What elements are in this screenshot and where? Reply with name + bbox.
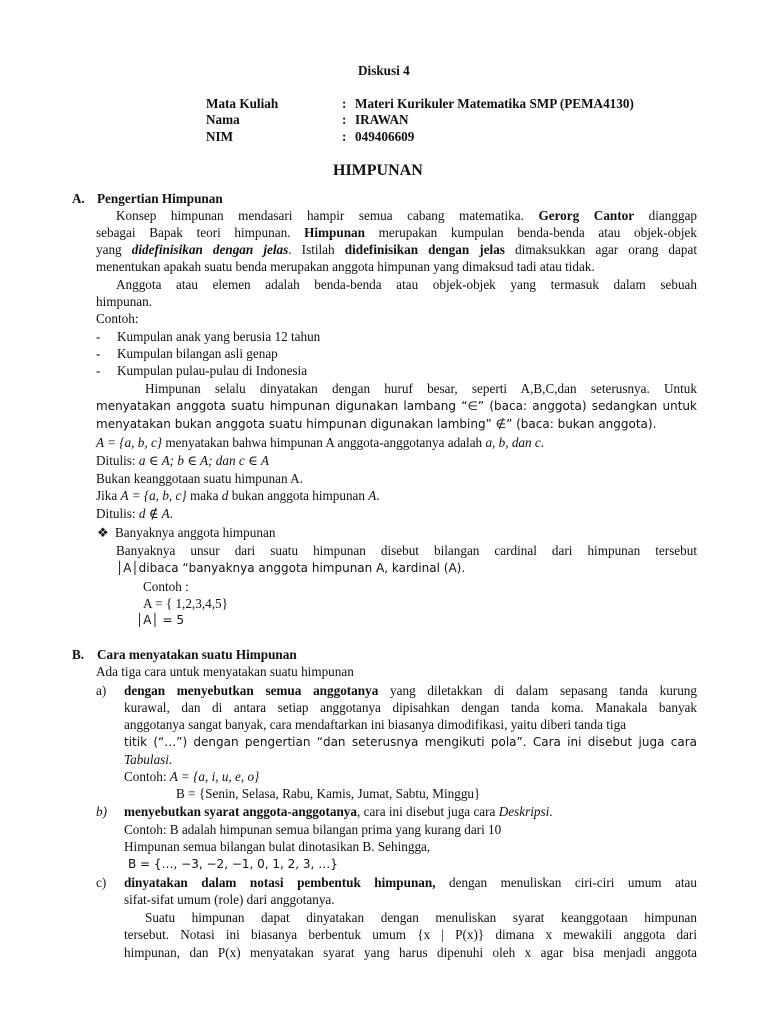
text-run-italic: d ∉ A	[138, 506, 170, 521]
list-item: Kumpulan bilangan asli genap	[117, 346, 278, 361]
paragraph-line	[124, 803, 553, 820]
item-marker: a)	[96, 683, 107, 698]
paragraph-line: Tabulasi.	[124, 752, 173, 767]
text-run: dimaksukkan agar orang dapat	[515, 242, 697, 257]
cardinal-example: │A│ = 5	[136, 613, 184, 627]
text-run: . Cara ini disebut juga cara	[522, 735, 698, 749]
paragraph-line: menyatakan anggota suatu himpunan digunakan lambang “∈” (baca: anggota) sedangkan untuk	[96, 399, 697, 413]
item-marker: b)	[96, 804, 107, 819]
paragraph-line	[116, 560, 465, 577]
text-run-italic: A	[368, 488, 377, 503]
header-title: Diskusi 4	[358, 63, 410, 78]
paragraph-line: Himpunan semua bilangan bulat dinotasikan B. Sehingga,	[124, 839, 431, 854]
text-run-italic: A = {a, b, c}	[120, 488, 187, 503]
paragraph-line: anggotanya sangat banyak, cara mendaftarkan ini biasanya dimodifikasi, yaitu diberi tanda tiga	[124, 717, 627, 732]
text-run: maka	[186, 488, 222, 503]
text-run: dibaca “banyaknya anggota himpunan A, kardinal (A).	[138, 561, 466, 575]
contoh-label: Contoh :	[143, 579, 189, 594]
text-run: menyatakan bahwa himpunan A anggota-anggotanya adalah	[162, 435, 486, 450]
paragraph-line: Contoh: B adalah himpunan semua bilangan prima yang kurang dari 10	[124, 822, 502, 837]
paragraph-line: B = {Senin, Selasa, Rabu, Kamis, Jumat, Sabtu, Minggu}	[176, 786, 481, 801]
text-run-italic: d	[221, 488, 229, 503]
text-run: titik (“…”) dengan pengertian “dan seterusnya mengikuti pola”	[124, 735, 523, 749]
text-run-bold-italic: didefinisikan dengan jelas	[131, 242, 289, 257]
paragraph-line: Bukan keanggotaan suatu himpunan A.	[96, 471, 303, 486]
list-dash: -	[96, 363, 101, 378]
paragraph-line: Banyaknya unsur dari suatu himpunan disebut bilangan cardinal dari himpunan tersebut	[116, 543, 697, 558]
text-run-italic: A = {a, b, c}	[96, 435, 163, 450]
text-run: bukan anggota himpunan	[228, 488, 369, 503]
list-item: Kumpulan pulau-pulau di Indonesia	[117, 363, 308, 378]
integer-set: B = {…, −3, −2, −1, 0, 1, 2, 3, …}	[128, 857, 338, 871]
header-value-nim: 049406609	[355, 129, 415, 144]
text-run: .	[169, 506, 173, 521]
header-label-nim: NIM	[206, 129, 234, 144]
text-run-bold: menyebutkan syarat anggota-anggotanya	[124, 804, 357, 819]
text-run: . Istilah	[288, 242, 335, 257]
list-dash: -	[96, 346, 101, 361]
text-run-bold: Himpunan	[304, 225, 365, 240]
contoh-label: Contoh:	[96, 311, 139, 326]
text-run-bold: dengan menyebutkan semua anggotanya	[124, 683, 379, 698]
cardinal-notation: │A│	[116, 561, 139, 575]
text-run: , cara ini disebut juga cara	[357, 804, 499, 819]
section-a-heading: Pengertian Himpunan	[97, 191, 223, 206]
text-run: Konsep himpunan mendasari hampir semua cabang matematika.	[116, 208, 524, 223]
paragraph-line	[124, 874, 697, 891]
text-run: Ditulis:	[96, 506, 139, 521]
paragraph-line	[96, 434, 544, 451]
text-run: Ditulis:	[96, 453, 139, 468]
text-run-bold: dinyatakan dalam notasi pembentuk himpunan,	[124, 875, 436, 890]
header-label-mata-kuliah: Mata Kuliah	[206, 96, 279, 111]
paragraph-line: Himpunan selalu dinyatakan dengan huruf besar, seperti A,B,C,dan seterusnya. Untuk	[145, 381, 697, 396]
list-item: Kumpulan anak yang berusia 12 tahun	[117, 329, 321, 344]
paragraph-line	[96, 452, 269, 469]
text-run-bold: didefinisikan dengan jelas	[344, 242, 505, 257]
document-title: HIMPUNAN	[333, 162, 423, 179]
paragraph-line: Suatu himpunan dapat dinyatakan dengan menuliskan syarat keanggotaan himpunan	[145, 910, 697, 925]
text-run: .	[376, 488, 380, 503]
paragraph-line	[96, 505, 173, 522]
item-marker: c)	[96, 875, 107, 890]
paragraph-line: tersebut. Notasi ini biasanya berbentuk umum {x | P(x)} dimana x mewakili anggota dari	[124, 927, 697, 942]
text-run-italic: a ∈ A; b ∈ A; dan c ∈ A	[138, 453, 269, 468]
section-b-intro: Ada tiga cara untuk menyatakan suatu himpunan	[96, 664, 354, 679]
text-run: Jika	[96, 488, 121, 503]
text-run: yang	[96, 242, 122, 257]
text-run: dengan menuliskan ciri-ciri umum atau	[449, 875, 698, 890]
paragraph-line	[124, 734, 697, 751]
section-a-marker: A.	[72, 191, 85, 206]
paragraph-line: kurawal, dan di antara setiap anggotanya dipisahkan dengan tanda koma. Manakala banyak	[124, 700, 697, 715]
paragraph-line	[124, 768, 259, 785]
paragraph-line	[116, 207, 697, 224]
header-sep: :	[342, 112, 347, 127]
text-run: .	[549, 804, 553, 819]
text-run: dianggap	[648, 208, 698, 223]
text-run: yang diletakkan di dalam sepasang tanda kurung	[390, 683, 697, 698]
diamond-bullet-icon: ❖	[97, 525, 109, 540]
text-run: merupakan kumpulan benda-benda atau objek-objek	[378, 225, 697, 240]
text-run-italic: Deskripsi	[498, 804, 550, 819]
paragraph-line	[96, 487, 380, 504]
text-run: Contoh:	[124, 769, 170, 784]
paragraph-line	[96, 224, 697, 241]
set-example: A = { 1,2,3,4,5}	[143, 596, 228, 611]
text-run: .	[540, 435, 545, 450]
header-sep: :	[342, 96, 347, 111]
paragraph-line: Anggota atau elemen adalah benda-benda atau objek-objek yang termasuk dalam sebuah	[116, 277, 697, 292]
paragraph-line: sifat-sifat umum (role) dari anggotanya.	[124, 892, 335, 907]
header-value-mata-kuliah: Materi Kurikuler Matematika SMP (PEMA4130)	[355, 96, 634, 111]
header-label-nama: Nama	[206, 112, 240, 127]
text-run-bold: Gerorg Cantor	[538, 208, 635, 223]
cardinal-heading: Banyaknya anggota himpunan	[115, 525, 276, 540]
header-value-nama: IRAWAN	[355, 112, 409, 127]
paragraph-line: himpunan.	[96, 294, 153, 309]
text-run-italic: a, b, dan c	[485, 435, 541, 450]
text-run-italic: A = {a, i, u, e, o}	[169, 769, 260, 784]
paragraph-line	[124, 682, 697, 699]
section-b-heading: Cara menyatakan suatu Himpunan	[97, 647, 297, 662]
list-dash: -	[96, 329, 101, 344]
section-b-marker: B.	[72, 647, 85, 662]
paragraph-line: himpunan, dan P(x) menyatakan syarat yang harus dipenuhi oleh x agar bisa menjadi anggota	[124, 945, 697, 960]
header-sep: :	[342, 129, 347, 144]
text-run: sebagai Bapak teori himpunan.	[96, 225, 291, 240]
paragraph-line	[96, 241, 697, 258]
paragraph-line: menentukan apakah suatu benda merupakan anggota himpunan yang dimaksud tadi atau tidak.	[96, 259, 595, 274]
paragraph-line: menyatakan bukan anggota suatu himpunan digunakan lambing” ∉” (baca: bukan anggota).	[96, 417, 657, 431]
